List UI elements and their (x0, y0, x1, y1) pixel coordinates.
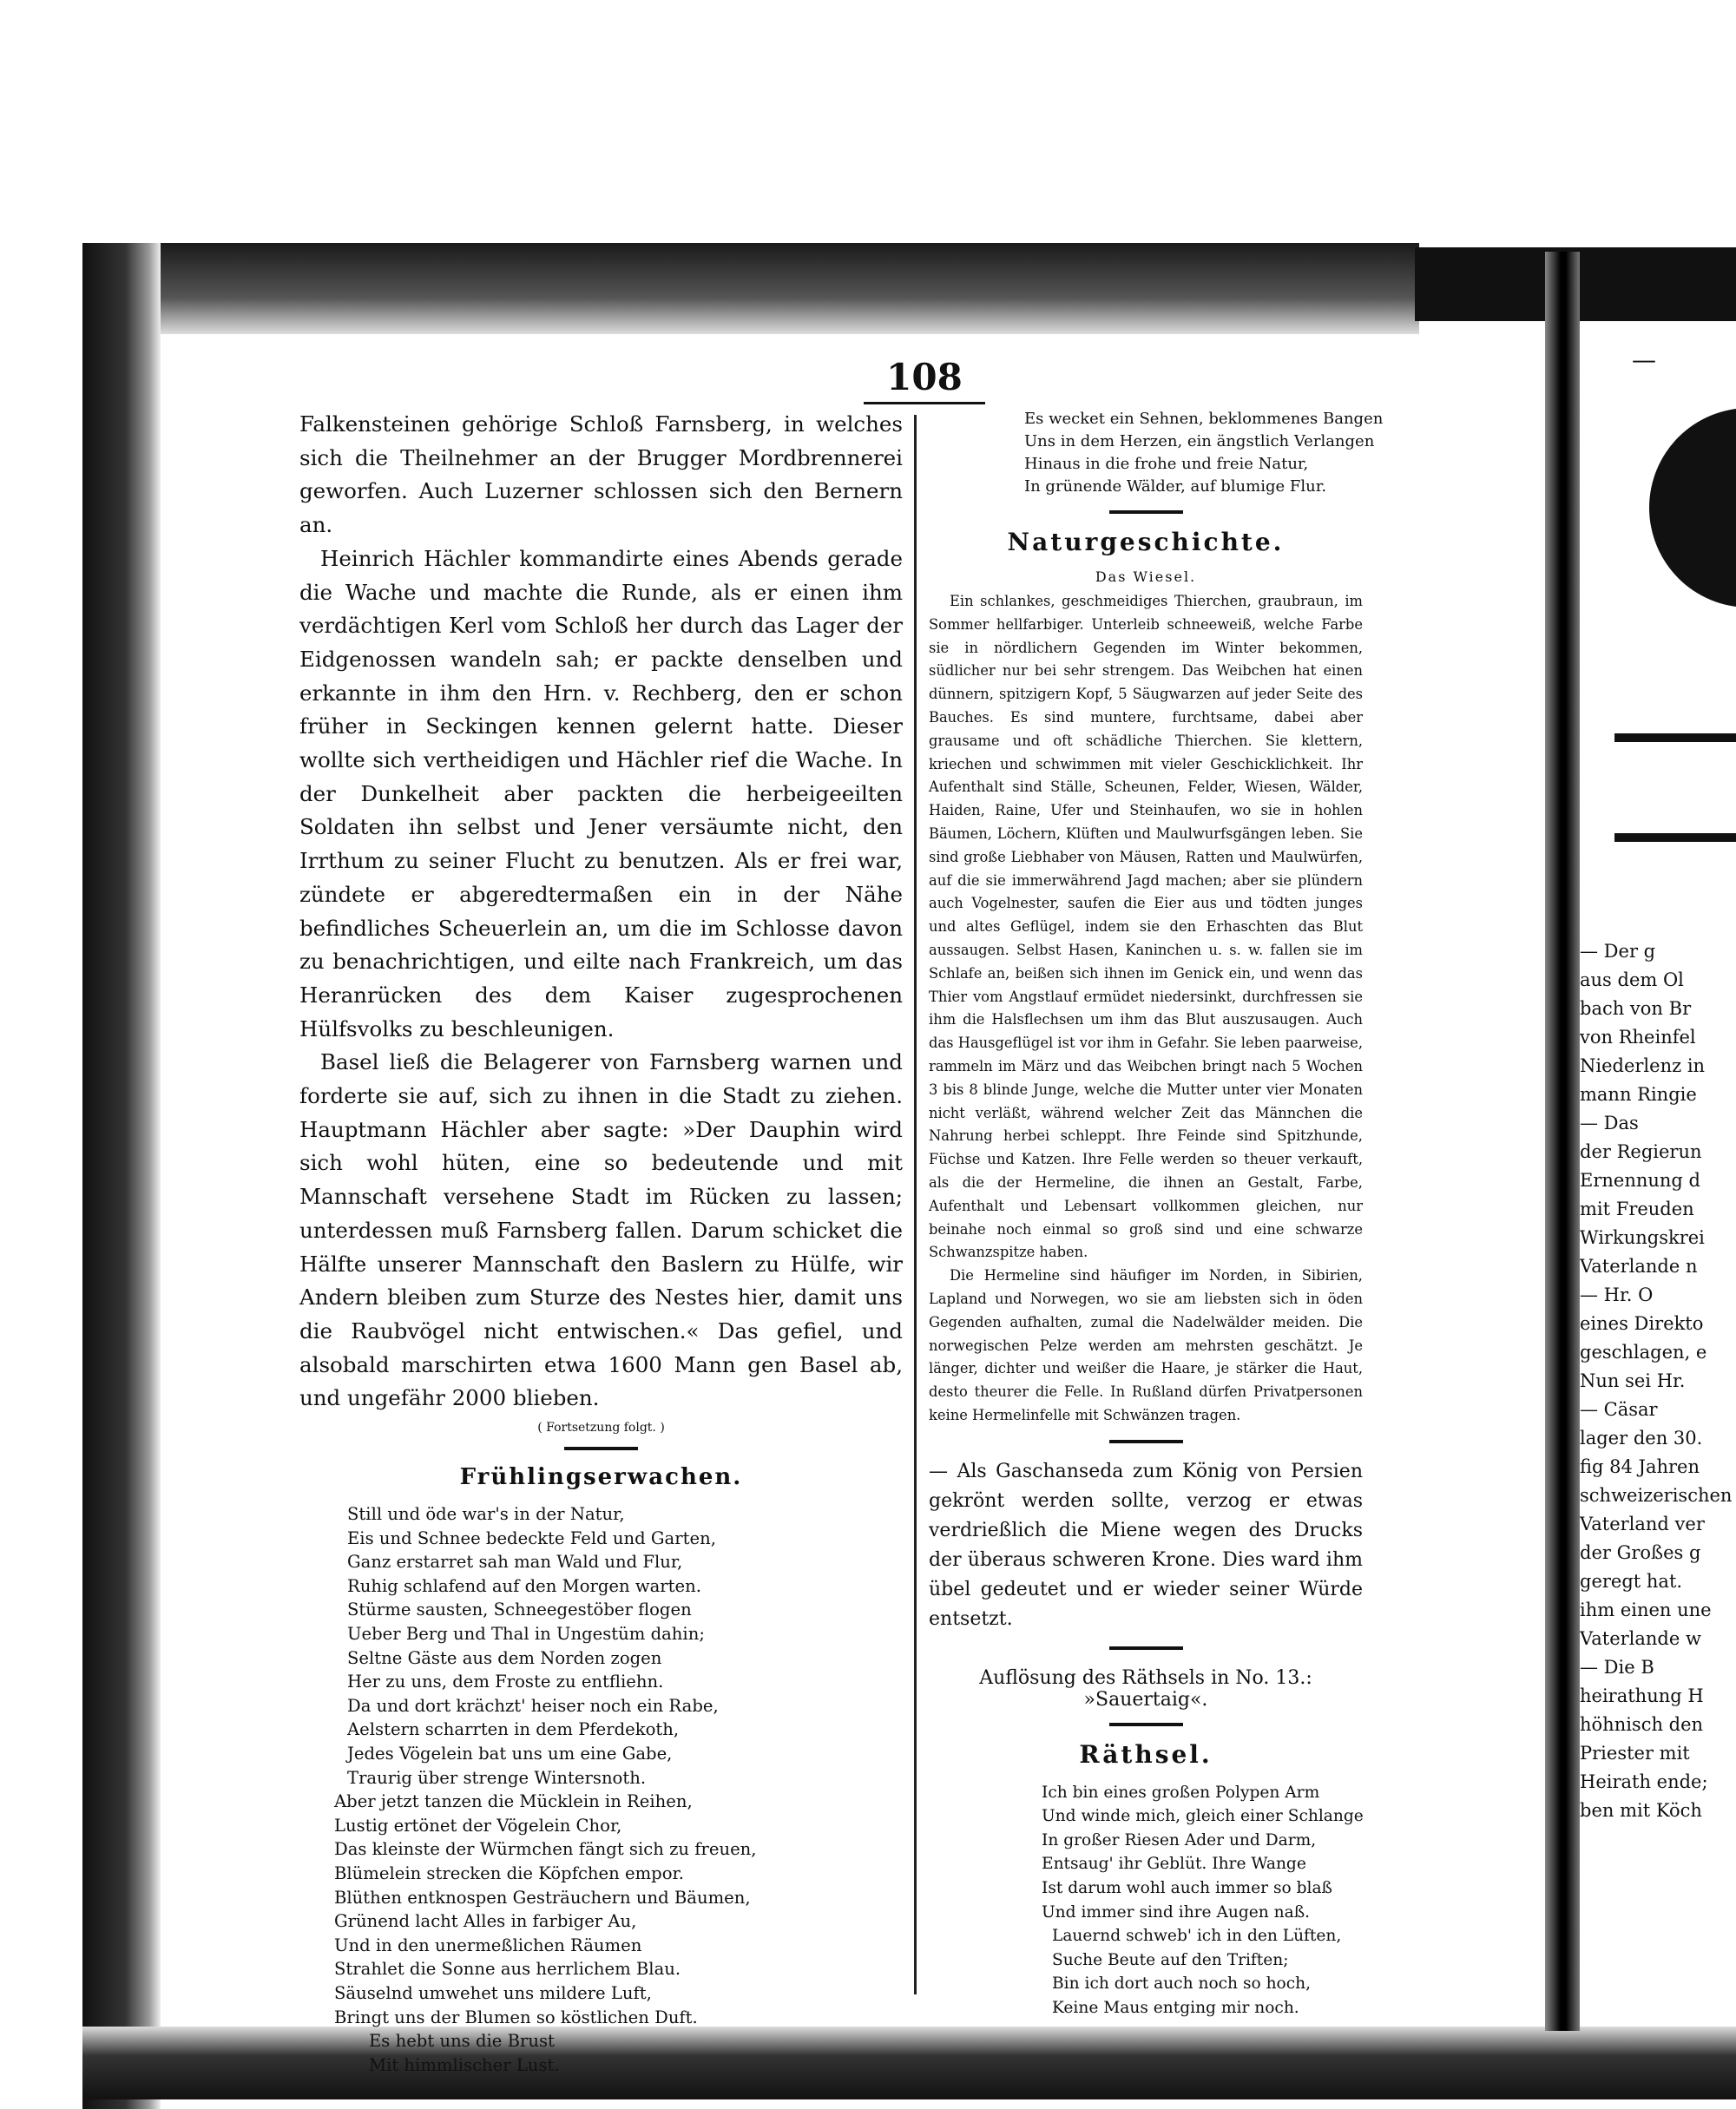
adjacent-page-line: von Rheinfel (1580, 1027, 1696, 1048)
adjacent-page-rule (1614, 833, 1736, 842)
anecdote-paragraph: — Als Gaschanseda zum König von Persien gekrönt werden sollte, verzog er etwas verdrießlich die Miene wegen des Drucks der überaus schweren Krone. Dies ward ihm übel gedeutet und er wieder seiner Würde entsetzt. (929, 1460, 1363, 1630)
riddle-line: Suche Beute auf den Triften; (1052, 1950, 1289, 1969)
article-paragraph: Ein schlankes, geschmeidiges Thierchen, graubraun, im Sommer hellfarbiger. Unterleib schneeweiß, welche Farbe sie in nördlichern Gegenden im Winter bekommen, südlicher nur bei sehr strengem. Das Weibchen hat einen dünnern, spitzigern Kopf, 5 Säugwarzen auf jeder Seite des Bauches. Es sind muntere, furchtsame, dabei aber grausame und oft schädliche Thierchen. Sie klettern, kriechen und schwimmen mit vieler Geschicklichkeit. Ihr Aufenthalt sind Ställe, Scheunen, Felder, Wiesen, Wälder, Haiden, Raine, Ufer und Steinhaufen, wo sie in hohlen Bäumen, Löchern, Klüften und Maulwurfsgängen leben. Sie sind große Liebhaber von Mäusen, Ratten und Maulwürfen, auf die sie immerwährend Jagd machen; aber sie plündern auch Vogelnester, saufen die Eier aus und tödten junges und altes Geflügel, indem sie den Erhaschten das Blut aussaugen. Selbst Hasen, Kaninchen u. s. w. fallen sie im Schlafe an, beißen sich ihnen im Genick ein, und wenn das Thier vom Angstlauf ermüdet niedersinkt, durchfressen sie ihm die Halsflechsen um ihm das Blut auszusaugen. Auch das Hausgeflügel ist vor ihm in Gefahr. Sie leben paarweise, rammeln im März und das Weibchen bringt nach 5 Wochen 3 bis 8 blinde Junge, welche die Mutter unter vier Monaten nicht verläßt, während welcher Zeit das Männchen die Nahrung herbei schleppt. Ihre Feinde sind Spitzhunde, Füchse und Katzen. Ihre Felle werden so theuer verkauft, als die der Hermeline, die ihnen an Gestalt, Farbe, Aufenthalt und Lebensart vollkommen gleichen, nur beinahe noch einmal so groß sind und eine schwarze Schwanzspitze haben. (929, 593, 1363, 1261)
riddle-solution: Auflösung des Räthsels in No. 13.: »Sauertaig«. (979, 1666, 1312, 1711)
adjacent-page-line: ihm einen une (1580, 1600, 1712, 1620)
adjacent-page-line: Niederlenz in (1580, 1055, 1706, 1076)
page-number: 108 (864, 356, 985, 404)
riddle-line: Entsaug' ihr Geblüt. Ihre Wange (1042, 1855, 1306, 1874)
poem-line: Strahlet die Sonne aus herrlichem Blau. (334, 1959, 681, 1980)
adjacent-page-line: Vaterland ver (1580, 1514, 1705, 1534)
riddle-line: Und winde mich, gleich einer Schlange (1042, 1807, 1364, 1826)
poem-line: Es wecket ein Sehnen, beklommenes Bangen (1024, 410, 1384, 428)
adjacent-page-line: ben mit Köch (1580, 1800, 1702, 1821)
riddle-title: Räthsel. (1079, 1739, 1213, 1769)
right-column (929, 408, 1384, 2020)
poem-line: Aelstern scharrten in dem Pferdekoth, (347, 1719, 680, 1740)
adjacent-page-line: eines Direkto (1580, 1313, 1704, 1334)
adjacent-page-line: höhnisch den (1580, 1714, 1704, 1735)
poem-stanza (369, 2029, 903, 2077)
poem-line: Stürme sausten, Schneegestöber flogen (347, 1600, 692, 1620)
poem-continuation (1024, 408, 1384, 498)
riddle-line: Lauernd schweb' ich in den Lüften, (1052, 1927, 1342, 1946)
poem-line: Still und öde war's in der Natur, (347, 1504, 625, 1525)
poem-line: Und in den unermeßlichen Räumen (334, 1935, 642, 1955)
adjacent-page-line: aus dem Ol (1580, 969, 1684, 990)
riddle-line: Bin ich dort auch noch so hoch, (1052, 1974, 1312, 1994)
adjacent-page-line: Wirkungskrei (1580, 1227, 1705, 1248)
riddle-verse (1042, 1781, 1363, 2020)
book-edge-top (82, 243, 1419, 334)
adjacent-page-line: fig 84 Jahren (1580, 1456, 1700, 1477)
adjacent-page-dash: — (1632, 345, 1656, 374)
poem-line: Blümelein strecken die Köpfchen empor. (334, 1863, 684, 1883)
adjacent-page-line: mit Freuden (1580, 1199, 1694, 1219)
poem-line: Uns in dem Herzen, ein ängstlich Verlangen (1024, 432, 1375, 450)
poem-line: Eis und Schnee bedeckte Feld und Garten, (347, 1528, 716, 1548)
poem-line: Traurig über strenge Wintersnoth. (347, 1767, 647, 1788)
left-column (299, 408, 903, 2077)
poem-line: Ueber Berg und Thal in Ungestüm dahin; (347, 1624, 705, 1645)
poem-stanza (347, 1502, 903, 1790)
riddle-line: Ist darum wohl auch immer so blaß (1042, 1879, 1332, 1898)
poem-line: Bringt uns der Blumen so köstlichen Duft. (334, 2007, 698, 2027)
poem-line: Her zu uns, dem Froste zu entfliehn. (347, 1672, 664, 1692)
section-title: Naturgeschichte. (1007, 528, 1285, 556)
adjacent-page-line: — Der g (1580, 941, 1656, 962)
adjacent-page-rule (1614, 733, 1736, 742)
section-rule (564, 1447, 638, 1450)
adjacent-page-line: geschlagen, e (1580, 1342, 1707, 1363)
poem-line: Lustig ertönet der Vögelein Chor, (334, 1815, 622, 1836)
poem-line: In grünende Wälder, auf blumige Flur. (1024, 477, 1327, 496)
continuation-note: ( Fortsetzung folgt. ) (537, 1421, 665, 1436)
section-rule (1109, 1440, 1183, 1443)
poem-line: Ruhig schlafend auf den Morgen warten. (347, 1575, 701, 1596)
column-divider (914, 415, 917, 1994)
adjacent-page-line: der Regierun (1580, 1141, 1702, 1162)
article-paragraph: Basel ließ die Belagerer von Farnsberg warnen und forderte sie auf, sich zu ihnen in die Stadt zu ziehen. Hauptmann Hächler aber sagte: »Der Dauphin wird sich wohl hüten, eine so bedeutende und mit Mannschaft versehene Stadt im Rücken zu lassen; unterdessen muß Farnsberg fallen. Darum schicket die Hälfte unserer Mannschaft den Baslern zu Hülfe, wir Andern bleiben zum Sturze des Nestes hier, damit uns die Raubvögel nicht entwischen.« Das gefiel, und alsobald marschirten etwa 1600 Mann gen Basel ab, und ungefähr 2000 blieben. (299, 1049, 903, 1411)
adjacent-page-line: Vaterlande n (1580, 1256, 1698, 1277)
poem-line: Hinaus in die frohe und freie Natur, (1024, 455, 1309, 473)
section-rule (1109, 510, 1183, 514)
adjacent-page-line: — Das (1580, 1113, 1639, 1133)
section-rule (1109, 1723, 1183, 1726)
poem-line: Es hebt uns die Brust (369, 2031, 555, 2052)
adjacent-page-line: Priester mit (1580, 1743, 1690, 1764)
riddle-line: Ich bin eines großen Polypen Arm (1042, 1783, 1320, 1802)
riddle-line: Keine Maus entging mir noch. (1052, 1999, 1299, 2018)
riddle-line: In großer Riesen Ader und Darm, (1042, 1830, 1317, 1849)
adjacent-page-line: — Hr. O (1580, 1284, 1654, 1305)
adjacent-page-line: Ernennung d (1580, 1170, 1700, 1191)
poem-line: Das kleinste der Würmchen fängt sich zu freuen, (334, 1839, 757, 1860)
poem-line: Da und dort krächzt' heiser noch ein Rabe, (347, 1695, 719, 1716)
adjacent-page-line: heirathung H (1580, 1685, 1704, 1706)
adjacent-page-line: der Großes g (1580, 1542, 1701, 1563)
adjacent-page-line: Vaterlande w (1580, 1628, 1701, 1649)
poem-title: Frühlingserwachen. (459, 1464, 743, 1491)
book-gutter (1545, 252, 1580, 2031)
poem-line: Seltne Gäste aus dem Norden zogen (347, 1647, 662, 1668)
article-title: Das Wiesel. (1095, 568, 1197, 585)
article-paragraph: Falkensteinen gehörige Schloß Farnsberg, in welches sich die Theilnehmer an der Brugger Mordbrennerei geworfen. Auch Luzerner schlossen sich den Bernern an. (299, 411, 903, 538)
riddle-line: Und immer sind ihre Augen naß. (1042, 1902, 1311, 1922)
article-paragraph: Heinrich Hächler kommandirte eines Abends gerade die Wache und machte die Runde, als er einen ihm verdächtigen Kerl vom Schloß her durch das Lager der Eidgenossen wandeln sah; er packte denselben und erkannte in ihm den Hrn. v. Rechberg, den er schon früher in Seckingen kennen gelernt hatte. Dieser wollte sich vertheidigen und Hächler rief die Wache. In der Dunkelheit aber packten die herbeigeeilten Soldaten ihn selbst und Jener versäumte nicht, den Irrthum zu seiner Flucht zu benutzen. Als er frei war, zündete er abgeredtermaßen ein in der Nähe befindliches Scheuerlein an, um die im Schlosse davon zu benachrichtigen, und eilte nach Frankreich, um das Heranrücken des dem Kaiser zugesprochenen Hülfsvolks zu beschleunigen. (299, 545, 903, 1041)
poem-line: Blüthen entknospen Gesträuchern und Bäumen, (334, 1887, 751, 1908)
adjacent-page-line: bach von Br (1580, 998, 1692, 1019)
adjacent-page-line: schweizerischen (1580, 1485, 1733, 1506)
poem-line: Aber jetzt tanzen die Mücklein in Reihen, (334, 1791, 693, 1812)
adjacent-page-line: Nun sei Hr. (1580, 1370, 1686, 1391)
article-paragraph: Die Hermeline sind häufiger im Norden, in Sibirien, Lapland und Norwegen, wo sie am liebsten sich in öden Gegenden aufhalten, zumal die Nadelwälder meiden. Die norwegischen Pelze werden am mehrsten geschätzt. Je länger, dichter und weißer die Haare, je stärker die Haut, desto theurer die Felle. In Rußland dürfen Privatpersonen keine Hermelinfelle mit Schwänzen tragen. (929, 1267, 1363, 1423)
adjacent-page-line: mann Ringie (1580, 1084, 1697, 1105)
book-edge-left (82, 243, 161, 2109)
poem-stanza (334, 1790, 903, 2029)
decorative-initial-icon (1649, 408, 1736, 608)
adjacent-page-line: — Cäsar (1580, 1399, 1658, 1420)
poem-line: Jedes Vögelein bat uns um eine Gabe, (347, 1744, 673, 1764)
adjacent-page-line: lager den 30. (1580, 1428, 1703, 1449)
adjacent-page-line: geregt hat. (1580, 1571, 1683, 1592)
adjacent-page-line: Heirath ende; (1580, 1771, 1708, 1792)
poem-line: Ganz erstarret sah man Wald und Flur, (347, 1552, 683, 1573)
poem-line: Grünend lacht Alles in farbiger Au, (334, 1911, 637, 1932)
poem-line: Säuselnd umwehet uns mildere Luft, (334, 1982, 652, 2003)
poem-line: Mit himmlischer Lust. (369, 2054, 560, 2075)
section-rule (1109, 1646, 1183, 1650)
adjacent-page-line: — Die B (1580, 1657, 1654, 1678)
